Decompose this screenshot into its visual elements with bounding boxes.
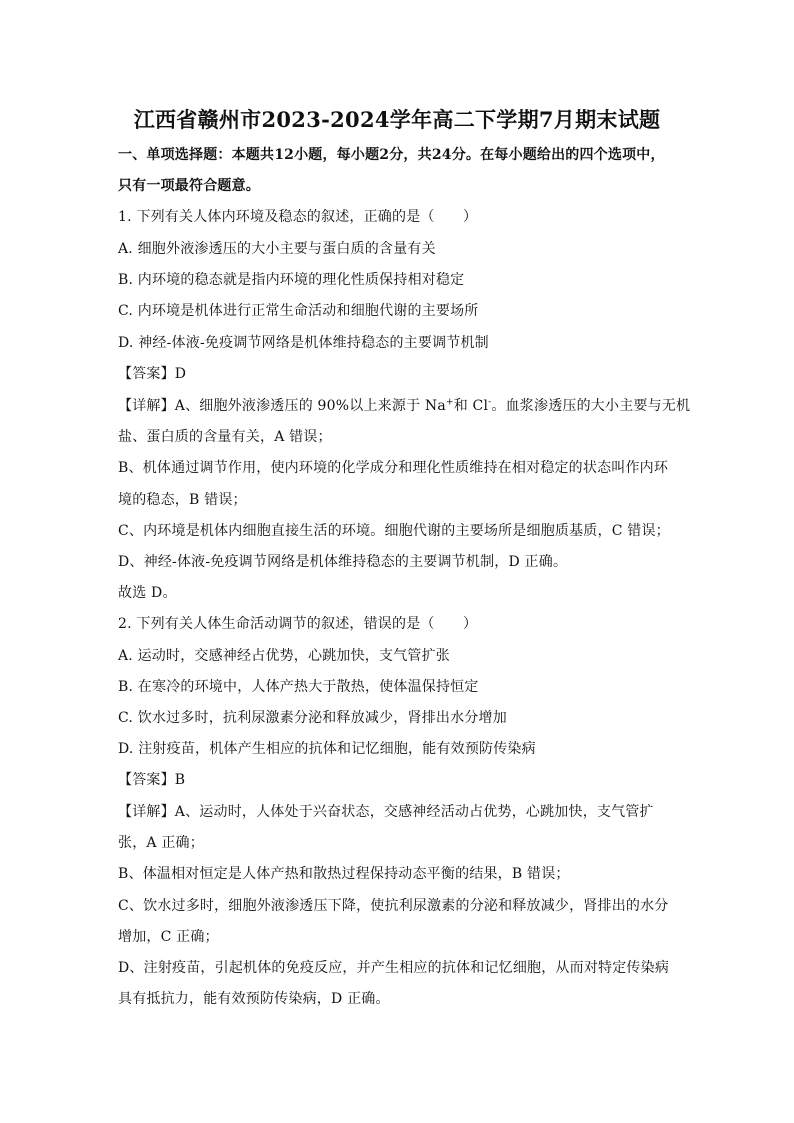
q2-option-b: B. 在寒冷的环境中，人体产热大于散热，使体温保持恒定 bbox=[118, 679, 479, 695]
q2-explanation-line-3: B、体温相对恒定是人体产热和散热过程保持动态平衡的结果，B 错误； bbox=[118, 866, 570, 882]
q2-answer: 【答案】B bbox=[118, 772, 186, 788]
q2-explanation-line-4: C、饮水过多时，细胞外液渗透压下降，使抗利尿激素的分泌和释放减少，肾排出的水分 bbox=[118, 898, 669, 914]
q2-option-a: A. 运动时，交感神经占优势，心跳加快，支气管扩张 bbox=[118, 648, 451, 664]
q2-stem: 2. 下列有关人体生命活动调节的叙述，错误的是（ ） bbox=[118, 616, 478, 632]
q1-option-d: D. 神经-体液-免疫调节网络是机体维持稳态的主要调节机制 bbox=[118, 335, 489, 351]
page-title: 江西省赣州市2023-2024学年高二下学期7月期末试题 bbox=[133, 107, 661, 132]
q1-explanation-line-3: B、机体通过调节作用，使内环境的化学成分和理化性质维持在相对稳定的状态叫作内环 bbox=[118, 460, 669, 476]
section-heading-line-2: 只有一项最符合题意。 bbox=[118, 178, 260, 194]
q1-explanation-line-6: D、神经-体液-免疫调节网络是机体维持稳态的主要调节机制，D 正确。 bbox=[118, 554, 568, 570]
q2-explanation-line-6: D、注射疫苗，引起机体的免疫反应，并产生相应的抗体和记忆细胞，从而对特定传染病 bbox=[118, 960, 670, 976]
q2-explanation-line-2: 张，A 正确； bbox=[118, 835, 204, 851]
q1-option-c: C. 内环境是机体进行正常生命活动和细胞代谢的主要场所 bbox=[118, 303, 479, 319]
q2-explanation-line-7: 具有抵抗力，能有效预防传染病，D 正确。 bbox=[118, 991, 390, 1007]
section-heading-line-1: 一、单项选择题：本题共12小题，每小题2分，共24分。在每小题给出的四个选项中， bbox=[118, 147, 665, 163]
q1-option-a: A. 细胞外液渗透压的大小主要与蛋白质的含量有关 bbox=[118, 241, 436, 257]
q2-option-d: D. 注射疫苗，机体产生相应的抗体和记忆细胞，能有效预防传染病 bbox=[118, 741, 536, 757]
q1-explanation-line-1: 【详解】A、细胞外液渗透压的 90%以上来源于 Na+和 Cl-。血浆渗透压的大小主要与无机 bbox=[118, 397, 691, 414]
q1-explanation-line-5: C、内环境是机体内细胞直接生活的环境。细胞代谢的主要场所是细胞质基质，C 错误； bbox=[118, 523, 670, 539]
q1-explanation-line-7: 故选 D。 bbox=[118, 585, 177, 601]
q1-stem: 1. 下列有关人体内环境及稳态的叙述，正确的是（ ） bbox=[118, 209, 478, 225]
q2-option-c: C. 饮水过多时，抗利尿激素分泌和释放减少，肾排出水分增加 bbox=[118, 710, 507, 726]
q1-explanation-line-4: 境的稳态，B 错误； bbox=[118, 492, 247, 508]
q1-explanation-line-2: 盐、蛋白质的含量有关，A 错误； bbox=[118, 429, 332, 445]
q2-explanation-line-5: 增加，C 正确； bbox=[118, 929, 219, 945]
q2-explanation-line-1: 【详解】A、运动时，人体处于兴奋状态，交感神经活动占优势，心跳加快，支气管扩 bbox=[118, 804, 654, 820]
q1-option-b: B. 内环境的稳态就是指内环境的理化性质保持相对稳定 bbox=[118, 272, 465, 288]
q1-answer: 【答案】D bbox=[118, 366, 187, 382]
